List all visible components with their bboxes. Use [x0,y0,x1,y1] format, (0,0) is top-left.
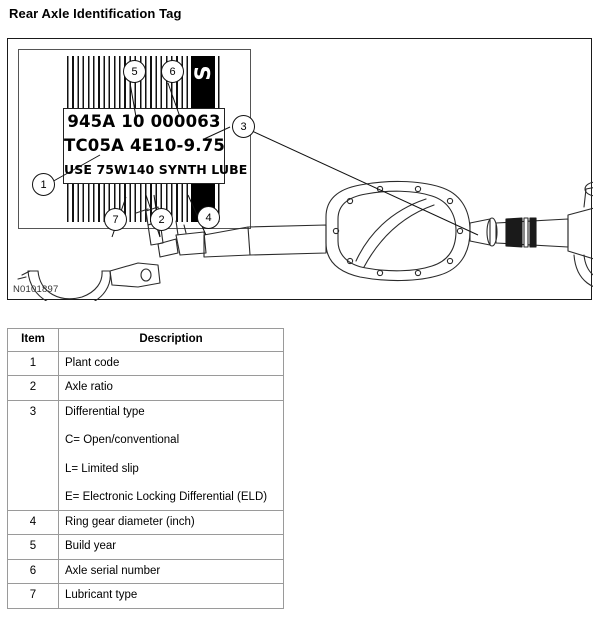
callout-7[interactable]: 7 [104,208,127,231]
description-sub-line: L= Limited slip [65,462,139,475]
callout-6[interactable]: 6 [161,60,184,83]
callout-2[interactable]: 2 [150,208,173,231]
callout-5[interactable]: 5 [123,60,146,83]
description-main: Build year [65,540,117,553]
table-row [8,584,284,609]
table-row [8,400,284,510]
description-main: Axle ratio [65,381,113,394]
description-sub-line: E= Electronic Locking Differential (ELD) [65,491,268,504]
cell-description [59,510,284,535]
column-header-item: Item [8,329,59,352]
figure-illustration [7,38,592,300]
description-main: Lubricant type [65,589,138,602]
cell-item: 2 [8,376,59,401]
cell-item: 7 [8,584,59,609]
cell-item: 1 [8,351,59,376]
cell-description [59,376,284,401]
cell-item: 6 [8,559,59,584]
table-row [8,376,284,401]
callout-3[interactable]: 3 [232,115,255,138]
table-body [8,351,284,608]
table-header-row [8,329,284,352]
cell-item: 4 [8,510,59,535]
description-table [7,328,284,609]
description-main: Axle serial number [65,564,161,577]
tag-text-line-1: 945A 10 000063 [67,112,221,131]
cell-item: 5 [8,535,59,560]
column-header-description: Description [59,329,284,352]
cell-description [59,535,284,560]
cell-description [59,400,284,510]
cell-description [59,559,284,584]
cell-description [59,351,284,376]
description-main: Ring gear diameter (inch) [65,515,195,528]
cell-item: 3 [8,400,59,510]
tag-text-line-3: USE 75W140 SYNTH LUBE [64,162,248,177]
tag-manufacturer-logo: S [191,65,215,81]
table-row [8,351,284,376]
table-row [8,535,284,560]
description-main: Plant code [65,356,120,369]
callout-4[interactable]: 4 [197,206,220,229]
description-main: Differential type [65,405,145,418]
page-title: Rear Axle Identification Tag [9,6,182,21]
description-sub-line: C= Open/conventional [65,434,180,447]
table-row [8,559,284,584]
tag-text-line-2: TC05A 4E10-9.75 [64,136,226,155]
cell-description [59,584,284,609]
rear-axle-drawing [8,39,593,301]
table-row [8,510,284,535]
figure-id-label: N0101897 [13,284,59,295]
callout-1[interactable]: 1 [32,173,55,196]
